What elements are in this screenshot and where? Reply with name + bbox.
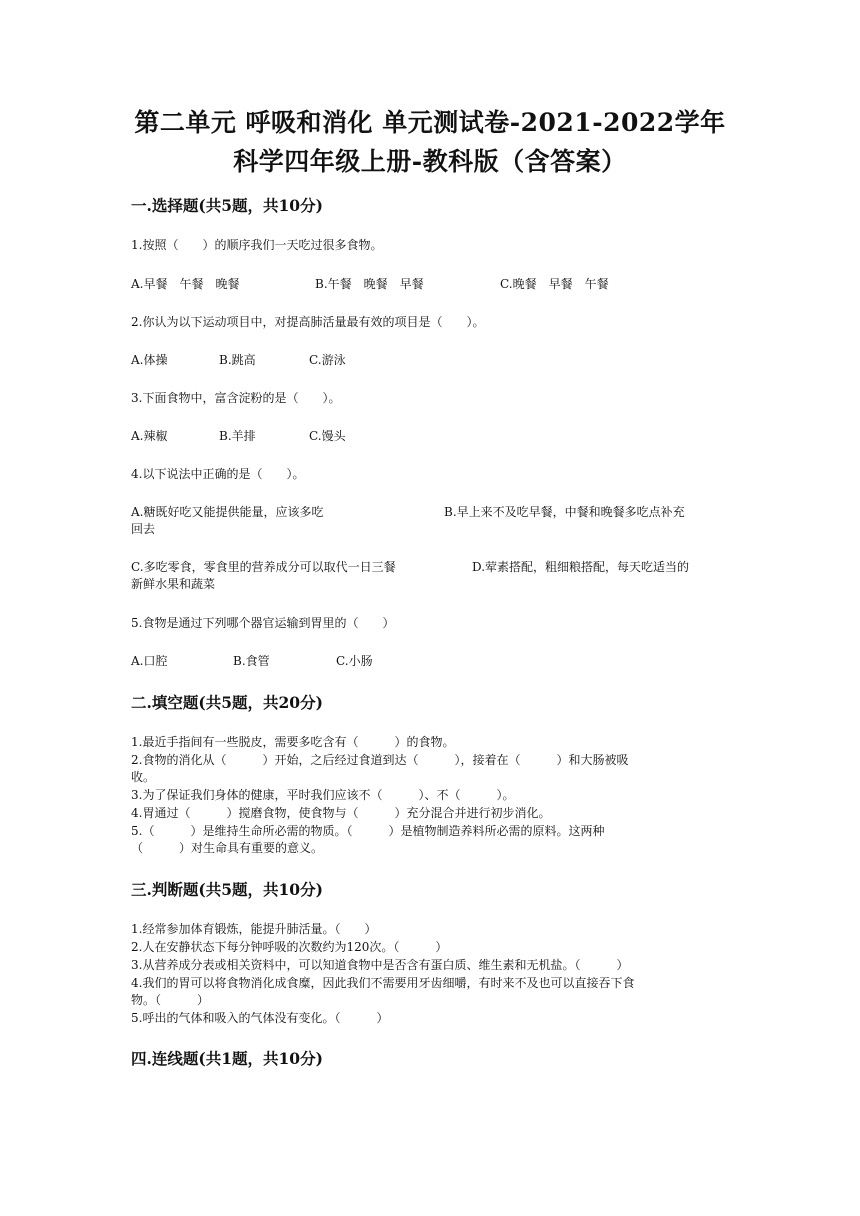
q4-option-d: D.荤素搭配，粗细粮搭配，每天吃适当的 [472,560,690,574]
fill-question-2: 2.食物的消化从（ ）开始，之后经过食道到达（ ），接着在（ ）和大肠被吸 [131,753,629,767]
q2-option-b: B.跳高 [219,353,256,367]
q4-option-b: B.早上来不及吃早餐，中餐和晚餐多吃点补充 [444,505,685,519]
q2-option-c: C.游泳 [309,353,346,367]
judge-question-3: 3.从营养成分表或相关资料中，可以知道食物中是否含有蛋白质、维生素和无机盐。（ ） [131,958,629,972]
question-2: 2.你认为以下运动项目中，对提高肺活量最有效的项目是（ ）。 [131,315,485,329]
page-title-line1: 第二单元 呼吸和消化 单元测试卷-2021-2022学年 [134,108,726,137]
section-heading-choice: 一.选择题(共5题，共10分) [131,196,323,215]
judge-question-1: 1.经常参加体育锻炼，能提升肺活量。（ ） [131,922,377,936]
question-3: 3.下面食物中，富含淀粉的是（ ）。 [131,391,341,405]
question-5: 5.食物是通过下列哪个器官运输到胃里的（ ） [131,616,395,630]
q4-option-c: C.多吃零食，零食里的营养成分可以取代一日三餐 [131,560,396,574]
q5-option-b: B.食管 [233,654,270,668]
q4-option-b-wrap: 回去 [131,522,156,536]
question-4: 4.以下说法中正确的是（ ）。 [131,467,305,481]
q4-option-d-wrap: 新鲜水果和蔬菜 [131,577,216,591]
judge-question-2: 2.人在安静状态下每分钟呼吸的次数约为120次。（ ） [131,940,448,954]
judge-question-4: 4.我们的胃可以将食物消化成食糜，因此我们不需要用牙齿细嚼，有时来不及也可以直接吞下食 [131,976,635,990]
fill-question-3: 3.为了保证我们身体的健康，平时我们应该不（ ）、不（ ）。 [131,788,515,802]
q2-option-a: A.体操 [131,353,168,367]
q1-option-a: A.早餐 午餐 晚餐 [131,277,240,291]
q4-option-a: A.糖既好吃又能提供能量，应该多吃 [131,505,324,519]
q3-option-c: C.馒头 [309,429,346,443]
q3-option-a: A.辣椒 [131,429,168,443]
section-heading-match: 四.连线题(共1题，共10分) [131,1049,323,1068]
fill-question-4: 4.胃通过（ ）搅磨食物，使食物与（ ）充分混合并进行初步消化。 [131,806,551,820]
fill-question-5: 5.（ ）是维持生命所必需的物质。（ ）是植物制造养料所必需的原料。这两种 [131,824,605,838]
q3-option-b: B.羊排 [219,429,256,443]
fill-question-5-wrap: （ ）对生命具有重要的意义。 [131,841,324,855]
q5-option-a: A.口腔 [131,654,168,668]
fill-question-1: 1.最近手指间有一些脱皮，需要多吃含有（ ）的食物。 [131,735,455,749]
fill-question-2-wrap: 收。 [131,770,156,784]
q1-option-b: B.午餐 晚餐 早餐 [315,277,424,291]
q5-option-c: C.小肠 [336,654,373,668]
section-heading-judge: 三.判断题(共5题，共10分) [131,880,323,899]
q1-option-c: C.晚餐 早餐 午餐 [500,277,609,291]
section-heading-fill: 二.填空题(共5题，共20分) [131,693,323,712]
page-title-line2: 科学四年级上册-教科版（含答案） [233,147,627,176]
judge-question-5: 5.呼出的气体和吸入的气体没有变化。（ ） [131,1011,389,1025]
judge-question-4-wrap: 物。（ ） [131,993,210,1007]
question-1: 1.按照（ ）的顺序我们一天吃过很多食物。 [131,238,383,252]
